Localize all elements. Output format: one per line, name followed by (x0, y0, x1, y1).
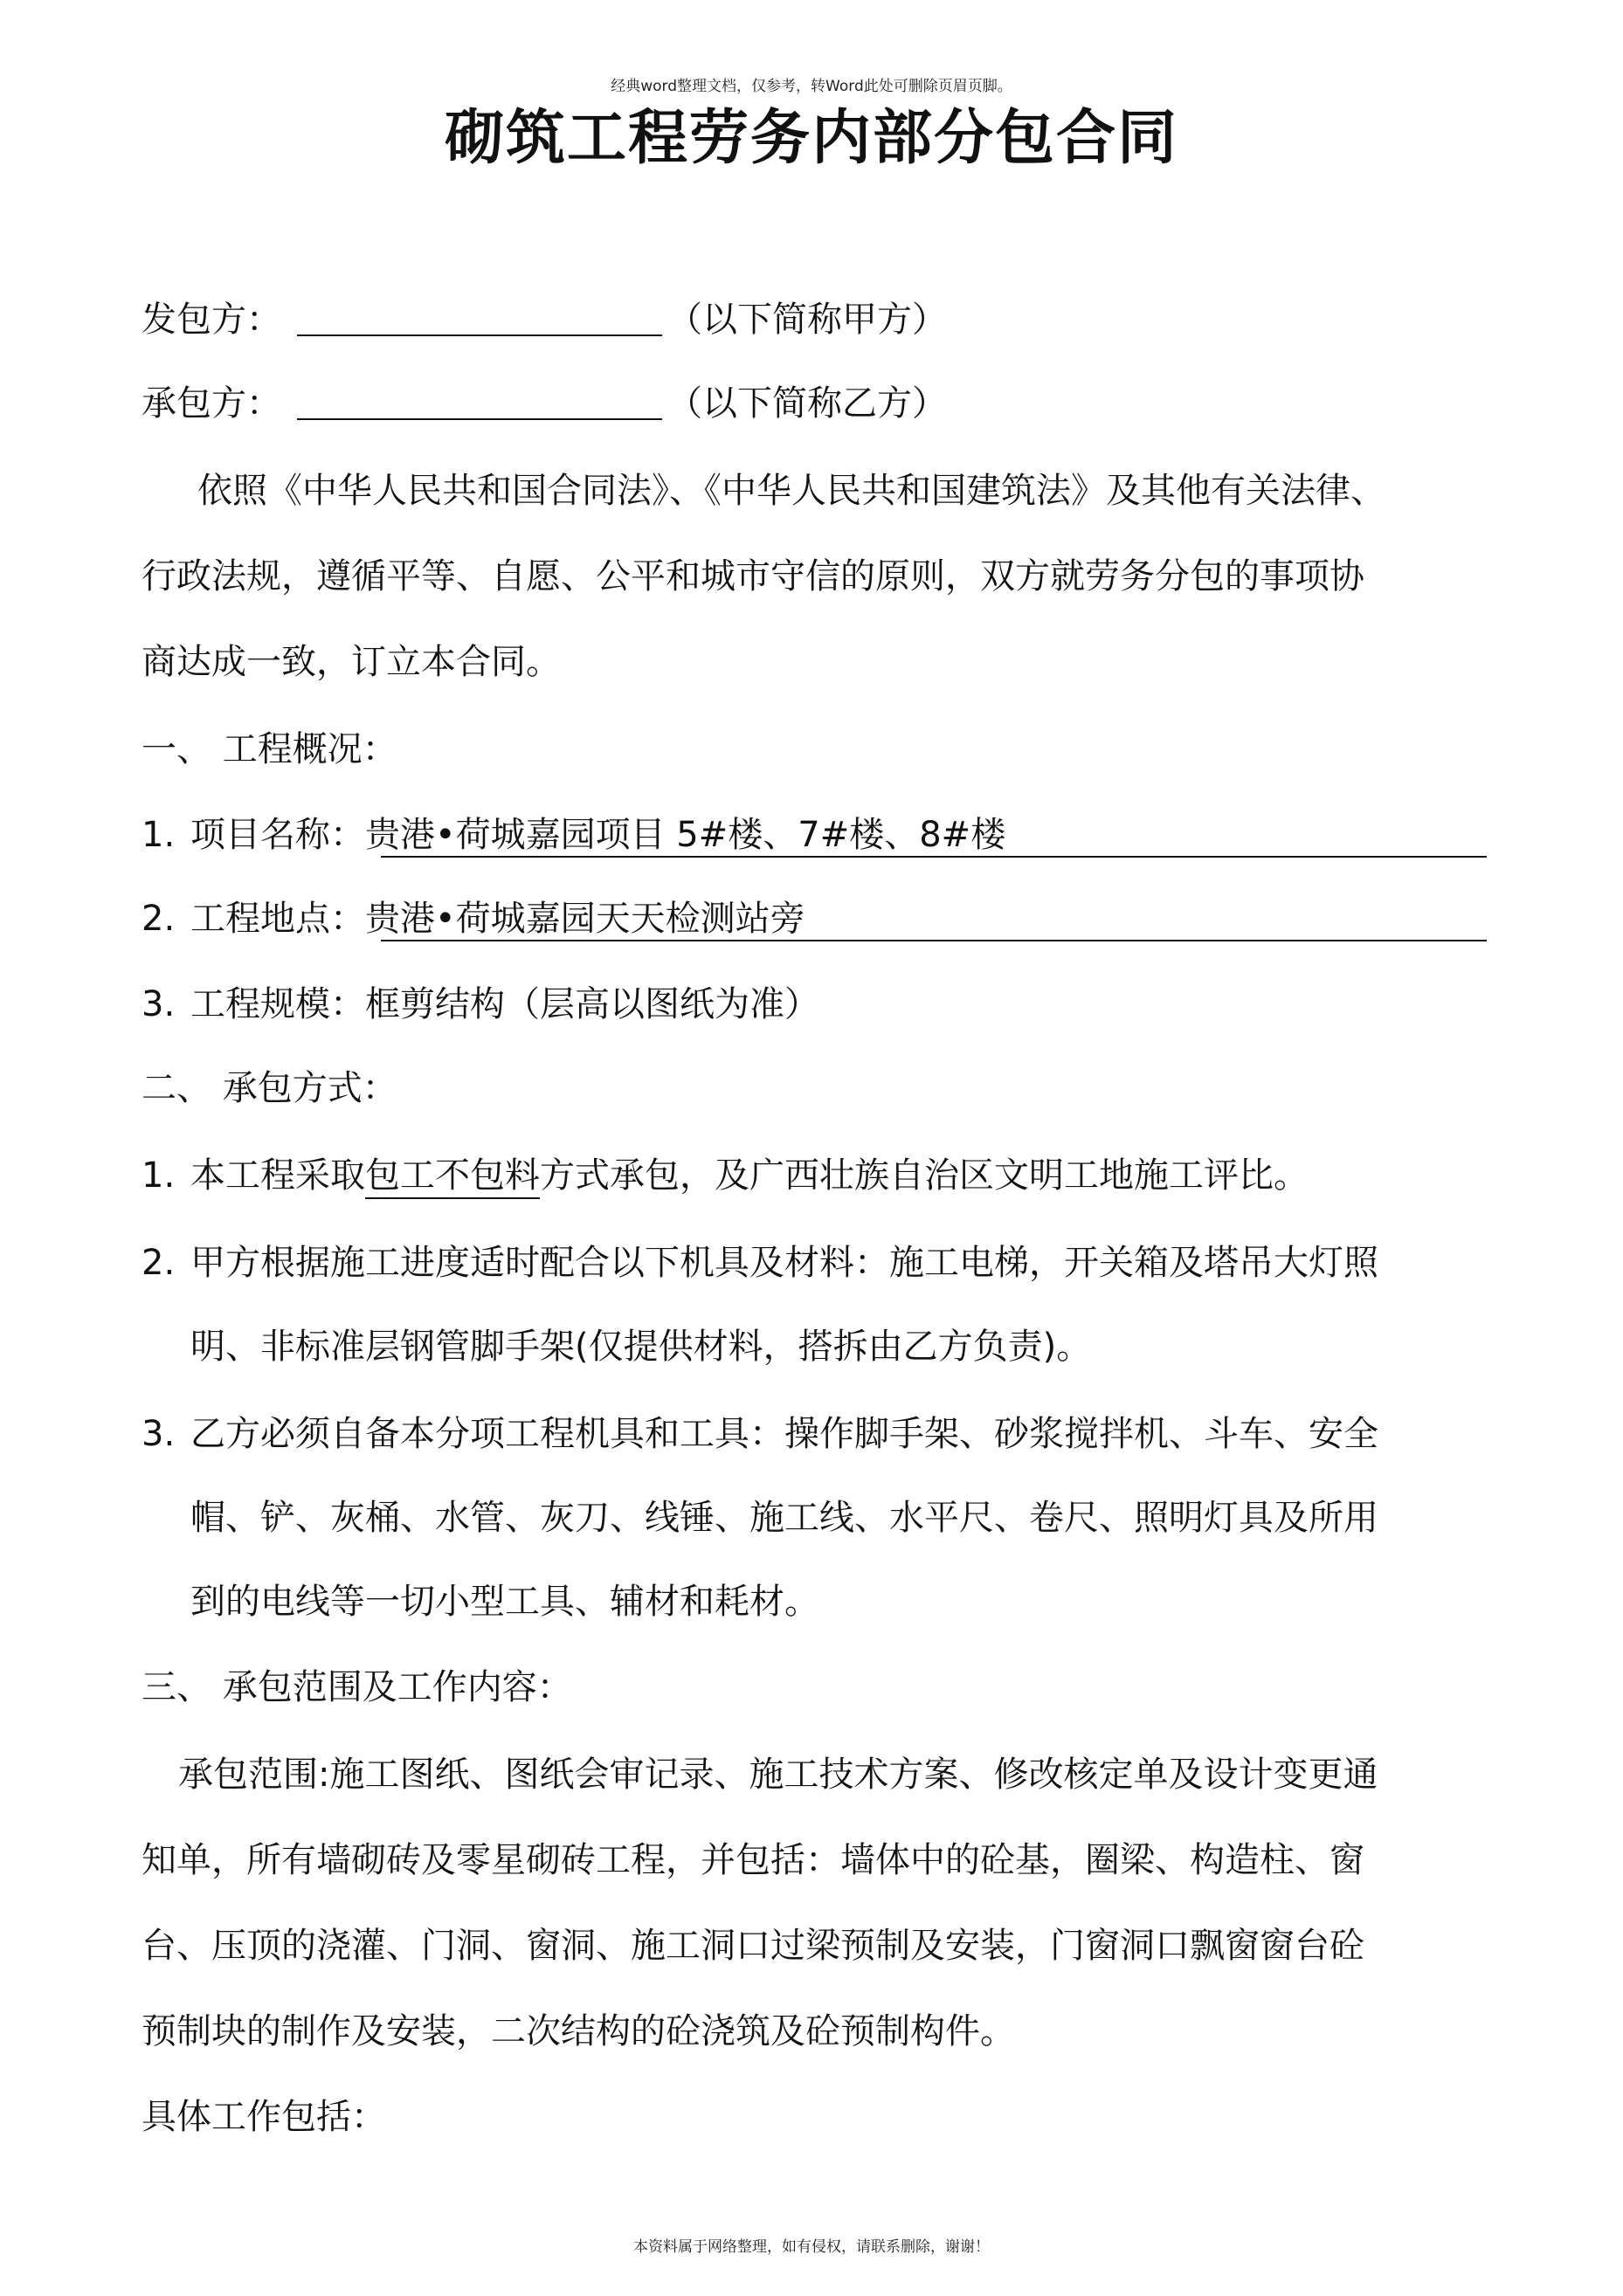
contractor-blank (297, 383, 662, 420)
section1-item1 (142, 810, 1005, 859)
item2-value: 贵港•荷城嘉园天天检测站旁 (365, 899, 805, 939)
s2-item3-line1: 乙方必须自备本分项工程机具和工具：操作脚手架、砂浆搅拌机、斗车、安全 (190, 1414, 1378, 1454)
s2-item2-line2: 明、非标准层钢管脚手架(仅提供材料，搭拆由乙方负责)。 (190, 1327, 1092, 1367)
employer-line (142, 295, 947, 344)
item-number: 2. (142, 1243, 176, 1283)
scope-line-3: 台、压顶的浇灌、门洞、窗洞、施工洞口过梁预制及安装，门窗洞口飘窗窗台砼 (142, 1926, 1364, 1966)
item-number: 1. (142, 815, 176, 855)
item-number: 2. (142, 899, 176, 939)
section1-item2 (142, 894, 805, 943)
employer-blank (297, 300, 662, 336)
header-note: 经典word整理文档，仅参考，转Word此处可删除页眉页脚。 (611, 78, 1012, 95)
section2-item3 (142, 1410, 1378, 1458)
footer-note: 本资料属于网络整理，如有侵权，请联系删除，谢谢！ (633, 2238, 990, 2256)
s2-item1-post: 方式承包，及广西壮族自治区文明工地施工评比。 (540, 1155, 1309, 1196)
item2-underline (381, 940, 1487, 941)
s2-item1-pre: 本工程采取 (190, 1155, 365, 1196)
section1-item3 (142, 980, 819, 1029)
scope-line-2: 知单，所有墙砌砖及零星砌砖工程，并包括：墙体中的砼基，圈梁、构造柱、窗 (142, 1840, 1364, 1880)
intro-line-2: 行政法规，遵循平等、自愿、公平和城市守信的原则，双方就劳务分包的事项协 (142, 556, 1364, 596)
item-number: 3. (142, 984, 176, 1024)
section2-item1 (142, 1151, 1309, 1200)
item-number: 3. (142, 1414, 176, 1454)
contractor-suffix: （以下简称乙方） (667, 383, 947, 424)
scope-line-4: 预制块的制作及安装，二次结构的砼浇筑及砼预制构件。 (142, 2011, 1015, 2051)
s2-item3-line3: 到的电线等一切小型工具、辅材和耗材。 (190, 1582, 819, 1622)
s2-item2-line1: 甲方根据施工进度适时配合以下机具及材料：施工电梯，开关箱及塔吊大灯照 (190, 1243, 1378, 1283)
section2-heading: 二、 承包方式： (142, 1068, 397, 1108)
item3-text: 工程规模：框剪结构（层高以图纸为准） (190, 984, 819, 1024)
scope-line-1: 承包范围:施工图纸、图纸会审记录、施工技术方案、修改核定单及设计变更通 (178, 1755, 1378, 1795)
item1-underline (381, 856, 1487, 858)
item1-label: 项目名称： (190, 815, 365, 855)
document-title: 砌筑工程劳务内部分包合同 (444, 104, 1178, 173)
section2-item2 (142, 1238, 1378, 1287)
item1-value: 贵港•荷城嘉园项目 5#楼、7#楼、8#楼 (365, 815, 1006, 855)
section3-heading: 三、 承包范围及工作内容： (142, 1667, 572, 1707)
contractor-line (142, 379, 947, 428)
item2-label: 工程地点： (190, 899, 365, 939)
s2-item3-line2: 帽、铲、灰桶、水管、灰刀、线锤、施工线、水平尺、卷尺、照明灯具及所用 (190, 1498, 1378, 1538)
section1-heading: 一、 工程概况： (142, 729, 397, 769)
intro-line-1: 依照《中华人民共和国合同法》、《中华人民共和国建筑法》及其他有关法律、 (197, 471, 1385, 511)
employer-label: 发包方： (142, 300, 281, 340)
employer-suffix: （以下简称甲方） (667, 300, 947, 340)
s2-item1-underlined: 包工不包料 (365, 1155, 540, 1199)
item-number: 1. (142, 1155, 176, 1196)
contractor-label: 承包方： (142, 383, 281, 424)
intro-line-3: 商达成一致，订立本合同。 (142, 642, 561, 682)
work-heading: 具体工作包括： (142, 2097, 386, 2137)
